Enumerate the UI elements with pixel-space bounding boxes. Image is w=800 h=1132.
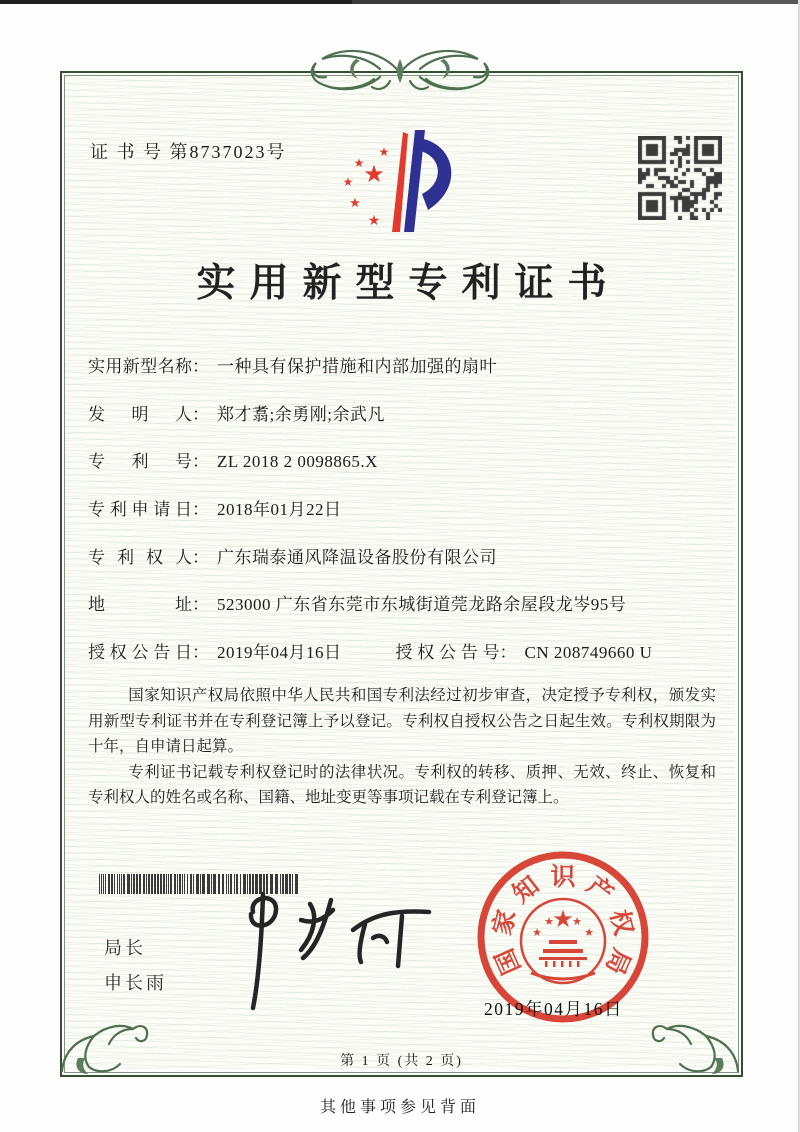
certificate-title: 实用新型专利证书 <box>196 262 621 305</box>
field-value: 郑才翥;余勇刚;余武凡 <box>217 405 385 424</box>
field-value: 广东瑞泰通风降温设备股份有限公司 <box>217 548 497 567</box>
legal-paragraphs <box>88 683 716 811</box>
colon: ： <box>192 405 209 424</box>
field-label: 地址 <box>88 595 192 614</box>
field-row-grant <box>88 638 652 663</box>
svg-text:★: ★ <box>342 175 354 189</box>
seal-char: 知 <box>508 871 545 909</box>
scan-edge-artifact <box>0 0 800 4</box>
signer-name: 申长雨 <box>104 973 167 993</box>
seal-date: 2019年04月16日 <box>484 999 623 1019</box>
colon: ： <box>192 452 209 471</box>
field-label: 授权公告号 <box>395 643 500 662</box>
field-row-address <box>88 590 626 615</box>
seal-char: 权 <box>604 907 637 939</box>
floral-ornament-bottom-left-icon <box>56 1014 152 1080</box>
back-side-note: 其他事项参见背面 <box>319 1099 480 1116</box>
national-emblem-icon <box>521 899 605 983</box>
field-row-name <box>88 352 497 377</box>
field-label: 专利号 <box>88 452 192 471</box>
field-row-patentee <box>88 543 497 568</box>
handwritten-signature <box>215 882 465 1014</box>
svg-text:★: ★ <box>349 196 361 211</box>
svg-text:★: ★ <box>532 926 542 939</box>
svg-text:★: ★ <box>353 156 365 170</box>
colon: ： <box>192 643 209 662</box>
field-row-filing-date <box>88 495 342 520</box>
seal-char: 局 <box>599 944 635 979</box>
field-value: 2018年01月22日 <box>217 500 342 519</box>
svg-text:★: ★ <box>584 926 594 939</box>
seal-char: 家 <box>489 907 522 939</box>
svg-text:★: ★ <box>572 915 582 928</box>
seal-char: 产 <box>581 871 618 909</box>
field-label: 授权公告日 <box>88 643 192 662</box>
colon: ： <box>192 548 209 567</box>
field-value: 523000 广东省东莞市东城街道莞龙路余屋段龙岑95号 <box>217 595 627 614</box>
field-value: CN 208749660 U <box>524 643 653 662</box>
signer-block <box>104 934 167 1004</box>
field-label: 发明人 <box>88 405 192 424</box>
colon: ： <box>192 595 209 614</box>
field-label: 专利权人 <box>88 548 192 567</box>
certificate-number: 证 书 号 第8737023号 <box>90 142 287 162</box>
floral-ornament-top-icon <box>278 47 522 103</box>
legal-paragraph: 专利证书记载专利权登记时的法律状况。专利权的转移、质押、无效、终止、恢复和专利权人的姓名或名称、国籍、地址变更等事项记载在专利登记簿上。 <box>88 763 716 806</box>
colon: ： <box>192 357 209 376</box>
svg-text:★: ★ <box>367 213 381 229</box>
page-number: 第 1 页 (共 2 页) <box>340 1054 463 1069</box>
seal-char: 识 <box>550 864 576 891</box>
cnipa-logo-icon <box>332 124 467 236</box>
seal-char: 国 <box>491 944 527 979</box>
field-row-inventor <box>88 400 385 425</box>
colon: ： <box>192 500 209 519</box>
colon: ： <box>499 643 517 662</box>
field-label: 专利申请日 <box>88 500 192 519</box>
signer-title: 局长 <box>104 938 146 958</box>
svg-text:★: ★ <box>363 160 385 188</box>
legal-paragraph: 国家知识产权局依照中华人民共和国专利法经过初步审查，决定授予专利权，颁发实用新型专利证书并在专利登记簿上予以登记。专利权自授权公告之日起生效。专利权期限为十年，自申请日起算。 <box>88 687 716 755</box>
field-value: 一种具有保护措施和内部加强的扇叶 <box>217 357 497 376</box>
svg-text:★: ★ <box>544 915 554 928</box>
field-value: ZL 2018 2 0098865.X <box>217 452 378 471</box>
svg-text:★: ★ <box>378 145 390 159</box>
field-label: 实用新型名称 <box>88 357 192 376</box>
floral-ornament-bottom-right-icon <box>648 1014 744 1080</box>
qr-code <box>638 136 722 220</box>
field-value: 2019年04月16日 <box>217 643 342 662</box>
svg-text:★: ★ <box>552 905 574 933</box>
field-row-patent-no <box>88 447 378 472</box>
